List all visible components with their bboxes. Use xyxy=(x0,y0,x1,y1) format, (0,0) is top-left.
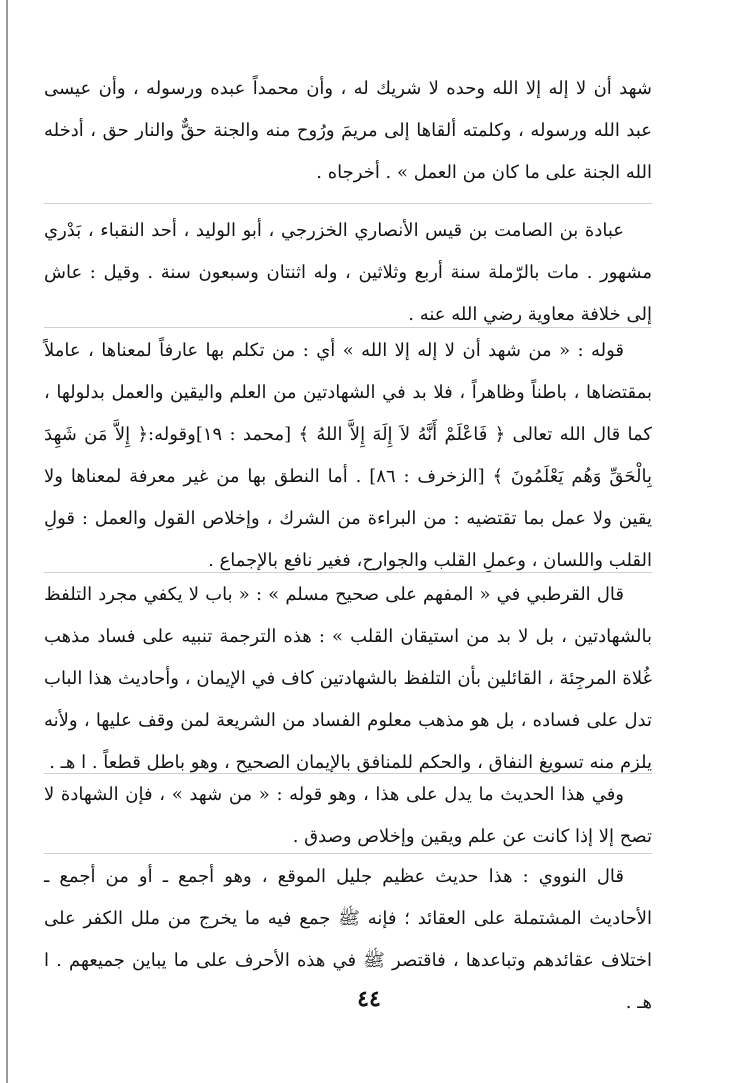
paragraph-qurtubi-quote xyxy=(44,574,652,784)
paragraph-commentary xyxy=(44,330,652,582)
paragraph-text: قوله : « من شهد أن لا إله إلا الله » أي : من تكلم بها عارفاً لمعناها ، عاملاً بمقتضاها ، باطناً وظاهراً ، فلا بد في الشهادتين من العلم واليقين والعمل بدلولها ، كما قال الله تعالى ﴿ فَاعْلَمْ أَنَّهُ لاَ إِلَهَ إِلاَّ اللهُ ﴾ [محمد : ١٩]وقوله:﴿ إِلاَّ مَن شَهِدَ بِالْحَقِّ وَهُم يَعْلَمُونَ ﴾ [الزخرف : ٨٦] . أما النطق بها من غير معرفة لمعناها ولا يقين ولا عمل بما تقتضيه : من البراءة من الشرك ، وإخلاص القول والعمل : قولِ القلب واللسان ، وعملِ القلب والجوارح، فغير نافع بالإجماع . xyxy=(44,340,652,571)
scan-gutter-line xyxy=(6,0,8,1083)
paragraph-text: وفي هذا الحديث ما يدل على هذا ، وهو قوله : « من شهد » ، فإن الشهادة لا تصح إلا إذا كانت عن علم ويقين وإخلاص وصدق . xyxy=(44,784,652,847)
paragraph-narrator-biography xyxy=(44,210,652,336)
paragraph-hadith-indication xyxy=(44,774,652,858)
paragraph-hadith-continuation xyxy=(44,68,652,194)
paragraph-divider xyxy=(44,572,652,573)
paragraph-divider xyxy=(44,853,652,854)
paragraph-text: قال النووي : هذا حديث عظيم جليل الموقع ، وهو أجمع ـ أو من أجمع ـ الأحاديث المشتملة على العقائد ؛ فإنه ﷺ جمع فيه ما يخرج من ملل الكفر على اختلاف عقائدهم وتباعدها ، فاقتصر ﷺ في هذه الأحرف على ما يباين جميعهم . ا هـ . xyxy=(44,866,652,1013)
paragraph-text: شهد أن لا إله إلا الله وحده لا شريك له ، وأن محمداً عبده ورسوله ، وأن عيسى عبد الله ورسوله ، وكلمته ألقاها إلى مريمَ ورُوح منه والجنة حقٌّ والنار حق ، أدخله الله الجنة على ما كان من العمل » . أخرجاه . xyxy=(44,78,652,183)
paragraph-text: عبادة بن الصامت بن قيس الأنصاري الخزرجي ، أبو الوليد ، أحد النقباء ، بَدْري مشهور . مات بالرّملة سنة أربع وثلاثين ، وله اثنتان وسبعون سنة . وقيل : عاش إلى خلافة معاوية رضي الله عنه . xyxy=(44,220,652,325)
paragraph-text: قال القرطبي في « المفهم على صحيح مسلم » : « باب لا يكفي مجرد التلفظ بالشهادتين ، بل لا بد من استيقان القلب » : هذه الترجمة تنبيه على فساد مذهب غُلاة المرجِئة ، القائلين بأن التلفظ بالشهادتين كاف في الإيمان ، وأحاديث هذا الباب تدل على فساده ، بل هو مذهب معلوم الفساد من الشريعة لمن وقف عليها ، ولأنه يلزم منه تسويغ النفاق ، والحكم للمنافق بالإيمان الصحيح ، وهو باطل قطعاً . ا هـ . xyxy=(44,584,652,773)
page-number: ٤٤ xyxy=(357,986,381,1012)
paragraph-divider xyxy=(44,327,652,328)
paragraph-divider xyxy=(44,203,652,204)
